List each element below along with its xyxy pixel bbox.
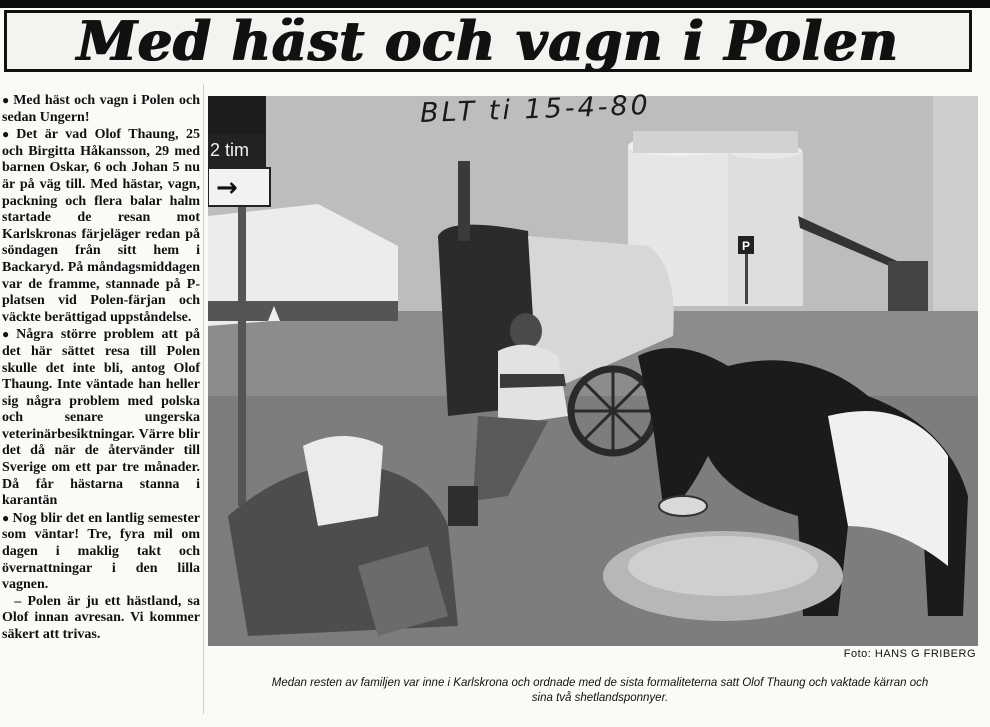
p-sign: P xyxy=(742,239,751,253)
paragraph-3: ● Några större problem att på det här sättet resa till Polen skulle det inte bli, antog Olof Thaung. Inte väntade han heller sig några problem med polska och senare ungerska veterinärbesiktningar. Värre blir det då när de återvänder till Sverige om ett par tre månader. Då får hästarna stanna i karantän xyxy=(2,327,201,509)
paragraph-4: ● Nog blir det en lantlig semester som väntar! Tre, fyra mil om dagen i maklig takt och övernattningar i den lilla vagnen. xyxy=(2,510,200,593)
headline-frame xyxy=(4,10,972,72)
paragraph-1: ● Med häst och vagn i Polen och sedan Ungern! xyxy=(2,93,200,125)
paragraph-2: ● Det är vad Olof Thaung, 25 och Birgitta Håkansson, 29 med barnen Oskar, 6 och Johan 5 nu är på väg till. Med hästar, vagn, packning och flera balar halm startade de resan mot Karlskronas färjeläger redan på söndagen från sitt hem i Backaryd. På måndagsmiddagen var de framme, stannade på P-platsen vid Polen-färjan och väckte berättigad uppståndelse. xyxy=(2,127,201,325)
photo-caption: Medan resten av familjen var inne i Karlskrona och ordnade med de sista formaliteterna satt Olof Thaung och vaktade kärran och sina två shetlandsponnyer. xyxy=(271,677,929,704)
photo-credit: Foto: HANS G FRIBERG xyxy=(843,648,976,660)
article-column xyxy=(2,92,200,644)
bullet-icon: ● xyxy=(2,93,11,107)
bullet-icon: ● xyxy=(2,127,14,142)
paragraph-5: – Polen är ju ett hästland, sa Olof innan avresan. Vi kommer säkert att trivas. xyxy=(2,593,200,642)
news-photo xyxy=(208,96,978,646)
headline: Med häst och vagn i Polen xyxy=(77,9,899,73)
handwritten-note: BLT ti 15-4-80 xyxy=(419,89,652,130)
photo-illustration xyxy=(208,96,978,646)
arrow-icon: → xyxy=(216,173,238,203)
bullet-icon: ● xyxy=(2,510,10,525)
column-divider xyxy=(203,84,204,714)
bullet-icon: ● xyxy=(2,327,14,342)
page-top-band xyxy=(0,0,990,8)
time-sign-text: 2 tim xyxy=(210,140,250,160)
